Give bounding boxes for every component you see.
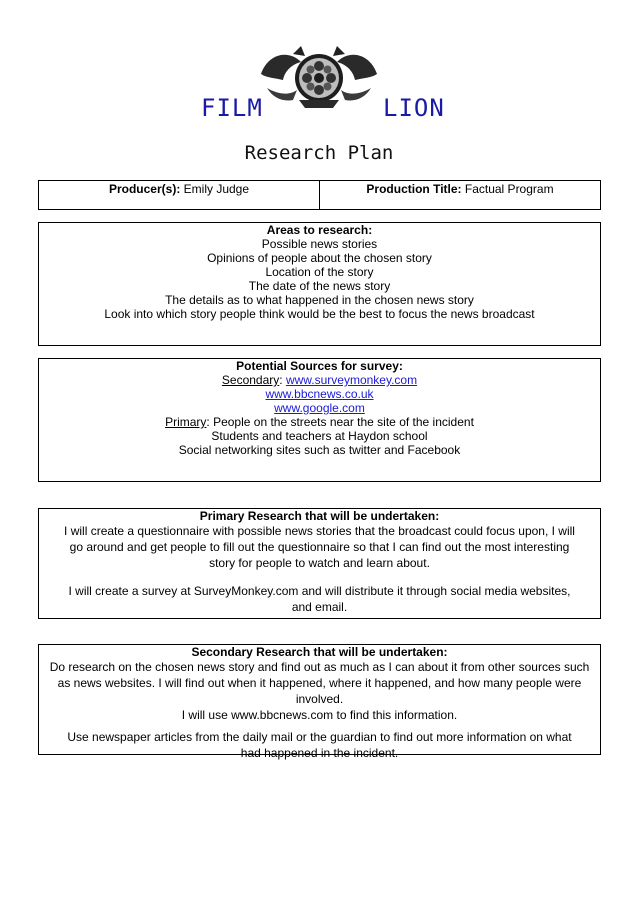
secondary-research-para-1: Do research on the chosen news story and find out as much as I can about it from other sources such as news websites. I will find out when it happened, where it happened, and how many people were involved.: [49, 660, 590, 706]
producer-label: Producer(s):: [108, 182, 181, 196]
list-item: Location of the story: [265, 265, 374, 279]
producer-production-table: [38, 180, 601, 210]
page-title: Research Plan: [244, 142, 394, 164]
secondary-research-box: [38, 644, 601, 760]
list-item: Look into which story people think would be the best to focus the news broadcast: [104, 307, 535, 321]
primary-research-box: [38, 508, 601, 619]
producer-cell: [39, 181, 319, 209]
logo-word-lion: LION: [383, 94, 445, 122]
primary-research-para-1: I will create a questionnaire with possible news stories that the broadcast could focus upon, I will go around and get people to fill out the questionnaire so that I can find out the most interesting story for people to watch and learn about.: [64, 524, 575, 570]
film-reel-emblem-icon: [253, 44, 385, 114]
primary-first-source: : People on the streets near the site of the incident: [206, 415, 474, 429]
list-item: Social networking sites such as twitter and Facebook: [178, 443, 461, 457]
production-title-label: Production Title:: [366, 182, 462, 196]
secondary-research-para-2: Use newspaper articles from the daily mail or the guardian to find out more information on what had happened in the incident.: [67, 730, 572, 760]
areas-to-research-box: [38, 222, 601, 346]
link-google[interactable]: www.google.com: [274, 401, 365, 415]
list-item: Possible news stories: [261, 237, 378, 251]
primary-research-para-2: I will create a survey at SurveyMonkey.com and will distribute it through social media websites, and email.: [68, 584, 571, 614]
secondary-research-para-1b: I will use www.bbcnews.com to find this information.: [181, 708, 458, 722]
areas-heading: Areas to research:: [266, 223, 373, 237]
secondary-sources-line: Secondary: www.surveymonkey.com: [221, 373, 418, 387]
list-item: The date of the news story: [248, 279, 391, 293]
link-bbcnews[interactable]: www.bbcnews.co.uk: [265, 387, 374, 401]
producer-value: Emily Judge: [183, 182, 250, 196]
primary-research-heading: Primary Research that will be undertaken:: [199, 509, 440, 523]
primary-label: Primary: [165, 415, 207, 429]
production-title-cell: [319, 181, 600, 209]
logo: [0, 36, 638, 126]
logo-word-film: FILM: [201, 94, 263, 122]
sources-heading: Potential Sources for survey:: [236, 359, 403, 373]
secondary-label: Secondary: [221, 373, 280, 387]
primary-sources-line: [39, 415, 600, 429]
potential-sources-box: [38, 358, 601, 482]
list-item: Opinions of people about the chosen story: [207, 251, 432, 265]
list-item: Students and teachers at Haydon school: [211, 429, 428, 443]
secondary-research-heading: Secondary Research that will be undertaken:: [191, 645, 448, 659]
list-item: The details as to what happened in the chosen news story: [165, 293, 474, 307]
link-surveymonkey[interactable]: www.surveymonkey.com: [285, 373, 418, 387]
production-title-value: Factual Program: [464, 182, 554, 196]
